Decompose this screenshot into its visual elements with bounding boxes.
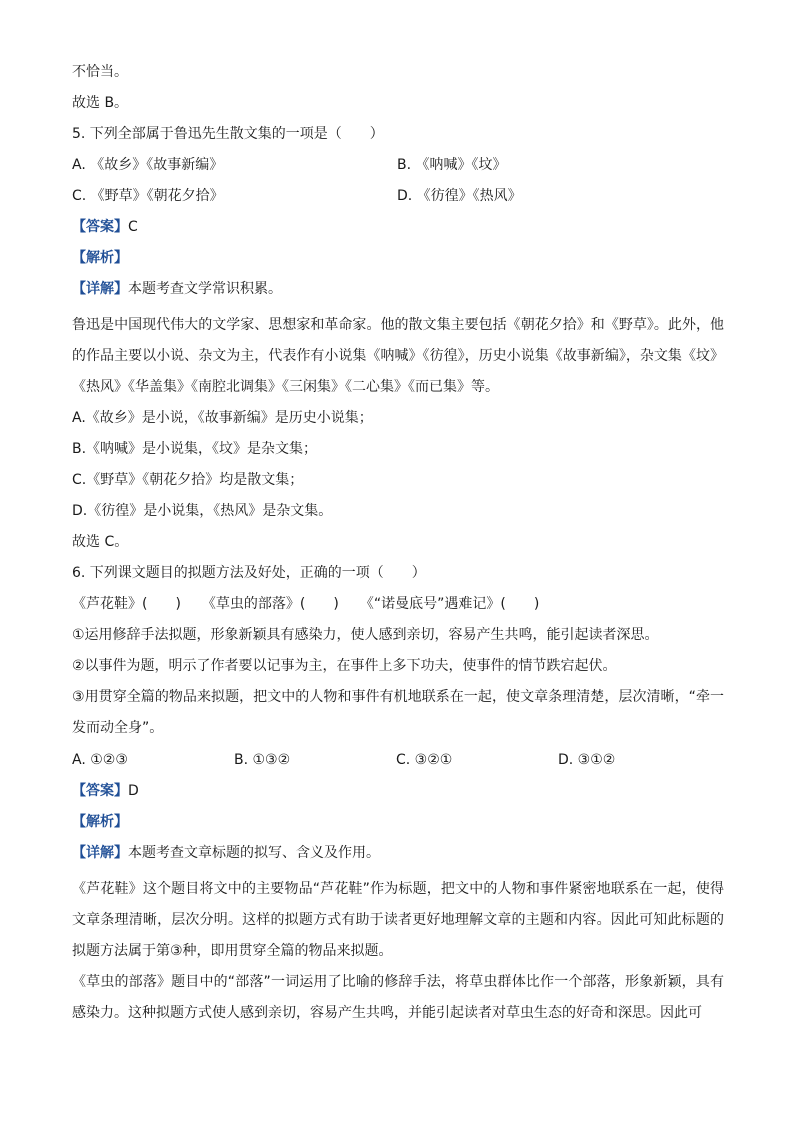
question-5: 5. 下列全部属于鲁迅先生散文集的一项是（ ） (72, 126, 384, 142)
paragraph: 鲁迅是中国现代伟大的文学家、思想家和革命家。他的散文集主要包括《朝花夕拾》和《野草》。此外，他的作品主要以小说、杂文为主，代表作有小说集《呐喊》《彷徨》，历史小说集《故事新编》，杂文集《坟》《热风》《华盖集》《南腔北调集》《三闲集》《二心集》《而已集》等。 (72, 317, 724, 395)
paragraph: 《芦花鞋》这个题目将文中的主要物品“芦花鞋”作为标题，把文中的人物和事件紧密地联系在一起，使得文章条理清晰，层次分明。这样的拟题方式有助于读者更好地理解文章的主题和内容。因此可知此标题的拟题方法属于第③种，即用贯穿全篇的物品来拟题。 (72, 881, 724, 959)
question-6-items: 《芦花鞋》( ) 《草虫的部落》( ) 《“诺曼底号”遇难记》( ) (72, 596, 540, 612)
option-b: B. 《呐喊》《坟》 (397, 157, 507, 173)
detail-line (72, 843, 724, 863)
analysis-line (72, 812, 724, 832)
analysis-label: 【解析】 (72, 814, 128, 830)
document-page (72, 62, 724, 1029)
text-line: 不恰当。 (72, 64, 128, 80)
option-a: A. ①②③ (72, 752, 128, 768)
answer-label: 【答案】 (72, 219, 128, 235)
option-d: D. 《彷徨》《热风》 (397, 188, 522, 204)
question-5-options-row-1 (72, 155, 724, 175)
question-6-method-2: ②以事件为题，明示了作者要以记事为主，在事件上多下功夫，使事件的情节跌宕起伏。 (72, 658, 617, 674)
question-6-options (72, 750, 724, 770)
detail-label: 【详解】 (72, 281, 128, 297)
question-5-options-row-2 (72, 186, 724, 206)
text-line: 故选 B。 (72, 95, 129, 111)
paragraph: C.《野草》《朝花夕拾》均是散文集； (72, 472, 304, 488)
detail-text: 本题考查文学常识积累。 (128, 281, 282, 297)
option-a: A. 《故乡》《故事新编》 (72, 157, 224, 173)
option-d: D. ③①② (558, 752, 616, 768)
answer-label: 【答案】 (72, 783, 128, 799)
option-b: B. ①③② (234, 752, 291, 768)
paragraph: D.《彷徨》是小说集，《热风》是杂文集。 (72, 503, 333, 519)
answer-value: C (128, 219, 138, 235)
question-6: 6. 下列课文题目的拟题方法及好处，正确的一项（ ） (72, 565, 426, 581)
analysis-label: 【解析】 (72, 250, 128, 266)
answer-value: D (128, 783, 139, 799)
answer-line (72, 781, 724, 801)
detail-line (72, 279, 724, 299)
option-c: C. 《野草》《朝花夕拾》 (72, 188, 224, 204)
analysis-line (72, 248, 724, 268)
paragraph: A.《故乡》是小说，《故事新编》是历史小说集； (72, 410, 373, 426)
paragraph: 《草虫的部落》题目中的“部落”一词运用了比喻的修辞手法，将草虫群体比作一个部落，形象新颖，具有感染力。这种拟题方式使人感到亲切，容易产生共鸣，并能引起读者对草虫生态的好奇和深思。因此可 (72, 974, 724, 1021)
paragraph: 故选 C。 (72, 534, 129, 550)
answer-line (72, 217, 724, 237)
paragraph: B.《呐喊》是小说集，《坟》是杂文集； (72, 441, 318, 457)
option-c: C. ③②① (396, 752, 453, 768)
detail-label: 【详解】 (72, 845, 128, 861)
question-6-method-1: ①运用修辞手法拟题，形象新颖具有感染力，使人感到亲切，容易产生共鸣，能引起读者深思。 (72, 627, 659, 643)
detail-text: 本题考查文章标题的拟写、含义及作用。 (128, 845, 380, 861)
question-6-method-3: ③用贯穿全篇的物品来拟题，把文中的人物和事件有机地联系在一起，使文章条理清楚，层次清晰，“牵一发而动全身”。 (72, 689, 724, 736)
